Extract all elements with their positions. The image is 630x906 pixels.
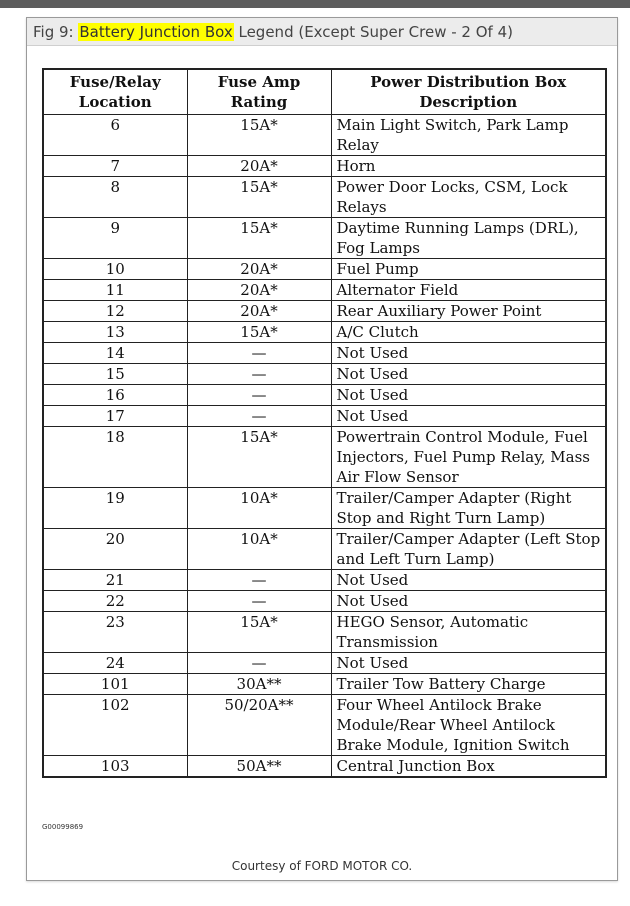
fuse-legend-table bbox=[42, 68, 607, 778]
header-rating-line1: Fuse Amp bbox=[217, 73, 301, 91]
table-row bbox=[43, 177, 606, 218]
cell-description: Fuel Pump bbox=[331, 259, 606, 280]
table-row bbox=[43, 756, 606, 778]
top-dark-bar bbox=[0, 0, 630, 8]
cell-location: 8 bbox=[43, 177, 187, 218]
header-location-line1: Fuse/Relay bbox=[69, 73, 161, 91]
cell-location: 19 bbox=[43, 488, 187, 529]
cell-description: Not Used bbox=[331, 570, 606, 591]
cell-rating: 15A* bbox=[187, 427, 331, 488]
table-body bbox=[43, 115, 606, 778]
cell-rating: 50/20A** bbox=[187, 695, 331, 756]
table-row bbox=[43, 280, 606, 301]
figure-id: G00099869 bbox=[42, 823, 84, 831]
cell-rating: — bbox=[187, 364, 331, 385]
table-row bbox=[43, 488, 606, 529]
cell-location: 15 bbox=[43, 364, 187, 385]
cell-location: 11 bbox=[43, 280, 187, 301]
cell-location: 103 bbox=[43, 756, 187, 778]
cell-description: Not Used bbox=[331, 591, 606, 612]
cell-rating: 20A* bbox=[187, 301, 331, 322]
cell-location: 20 bbox=[43, 529, 187, 570]
cell-rating: 15A* bbox=[187, 322, 331, 343]
cell-location: 24 bbox=[43, 653, 187, 674]
header-description-line1: Power Distribution Box bbox=[370, 73, 567, 91]
cell-description: Central Junction Box bbox=[331, 756, 606, 778]
header-description bbox=[331, 69, 606, 115]
table-row bbox=[43, 343, 606, 364]
table-row bbox=[43, 570, 606, 591]
table-header-row bbox=[43, 69, 606, 115]
cell-rating: — bbox=[187, 653, 331, 674]
cell-description: Alternator Field bbox=[331, 280, 606, 301]
figure-frame bbox=[26, 17, 618, 881]
cell-description: Not Used bbox=[331, 364, 606, 385]
table-row bbox=[43, 653, 606, 674]
table-row bbox=[43, 406, 606, 427]
table-row bbox=[43, 364, 606, 385]
table-row bbox=[43, 385, 606, 406]
table-row bbox=[43, 301, 606, 322]
table-row bbox=[43, 529, 606, 570]
cell-description: Trailer Tow Battery Charge bbox=[331, 674, 606, 695]
cell-description: Trailer/Camper Adapter (Left Stop and Left Turn Lamp) bbox=[331, 529, 606, 570]
cell-description: Not Used bbox=[331, 343, 606, 364]
table-row bbox=[43, 218, 606, 259]
table-row bbox=[43, 695, 606, 756]
table-row bbox=[43, 591, 606, 612]
header-rating-line2: Rating bbox=[230, 93, 288, 111]
cell-description: Not Used bbox=[331, 653, 606, 674]
header-description-line2: Description bbox=[419, 93, 518, 111]
cell-location: 14 bbox=[43, 343, 187, 364]
table-row bbox=[43, 259, 606, 280]
cell-description: Rear Auxiliary Power Point bbox=[331, 301, 606, 322]
courtesy-credit: Courtesy of FORD MOTOR CO. bbox=[231, 859, 413, 873]
cell-location: 6 bbox=[43, 115, 187, 156]
header-rating bbox=[187, 69, 331, 115]
cell-rating: 20A* bbox=[187, 156, 331, 177]
cell-description: Powertrain Control Module, Fuel Injectors, Fuel Pump Relay, Mass Air Flow Sensor bbox=[331, 427, 606, 488]
cell-description: Four Wheel Antilock Brake Module/Rear Wheel Antilock Brake Module, Ignition Switch bbox=[331, 695, 606, 756]
cell-location: 23 bbox=[43, 612, 187, 653]
table-row bbox=[43, 322, 606, 343]
cell-rating: 15A* bbox=[187, 218, 331, 259]
cell-location: 101 bbox=[43, 674, 187, 695]
cell-location: 18 bbox=[43, 427, 187, 488]
cell-location: 7 bbox=[43, 156, 187, 177]
caption-prefix: Fig 9: bbox=[33, 23, 79, 41]
caption-suffix: Legend (Except Super Crew - 2 Of 4) bbox=[233, 23, 513, 41]
cell-rating: 15A* bbox=[187, 177, 331, 218]
cell-description: Power Door Locks, CSM, Lock Relays bbox=[331, 177, 606, 218]
cell-rating: — bbox=[187, 385, 331, 406]
table-row bbox=[43, 427, 606, 488]
cell-rating: — bbox=[187, 406, 331, 427]
cell-description: HEGO Sensor, Automatic Transmission bbox=[331, 612, 606, 653]
caption-highlight: Battery Junction Box bbox=[79, 23, 233, 41]
cell-description: Horn bbox=[331, 156, 606, 177]
figure-caption bbox=[27, 18, 617, 46]
cell-rating: — bbox=[187, 591, 331, 612]
cell-location: 16 bbox=[43, 385, 187, 406]
cell-location: 17 bbox=[43, 406, 187, 427]
cell-description: Daytime Running Lamps (DRL), Fog Lamps bbox=[331, 218, 606, 259]
table-row bbox=[43, 674, 606, 695]
cell-rating: 20A* bbox=[187, 280, 331, 301]
cell-rating: 20A* bbox=[187, 259, 331, 280]
table-row bbox=[43, 612, 606, 653]
cell-rating: — bbox=[187, 570, 331, 591]
cell-rating: 30A** bbox=[187, 674, 331, 695]
cell-location: 13 bbox=[43, 322, 187, 343]
cell-rating: 50A** bbox=[187, 756, 331, 778]
cell-description: A/C Clutch bbox=[331, 322, 606, 343]
cell-rating: 10A* bbox=[187, 529, 331, 570]
cell-location: 12 bbox=[43, 301, 187, 322]
cell-location: 21 bbox=[43, 570, 187, 591]
cell-location: 102 bbox=[43, 695, 187, 756]
cell-rating: 10A* bbox=[187, 488, 331, 529]
cell-rating: 15A* bbox=[187, 612, 331, 653]
cell-location: 22 bbox=[43, 591, 187, 612]
table-row bbox=[43, 115, 606, 156]
cell-rating: 15A* bbox=[187, 115, 331, 156]
cell-description: Not Used bbox=[331, 406, 606, 427]
cell-description: Main Light Switch, Park Lamp Relay bbox=[331, 115, 606, 156]
table-row bbox=[43, 156, 606, 177]
cell-description: Not Used bbox=[331, 385, 606, 406]
cell-location: 10 bbox=[43, 259, 187, 280]
header-location-line2: Location bbox=[78, 93, 152, 111]
cell-location: 9 bbox=[43, 218, 187, 259]
cell-description: Trailer/Camper Adapter (Right Stop and Right Turn Lamp) bbox=[331, 488, 606, 529]
cell-rating: — bbox=[187, 343, 331, 364]
header-location bbox=[43, 69, 187, 115]
